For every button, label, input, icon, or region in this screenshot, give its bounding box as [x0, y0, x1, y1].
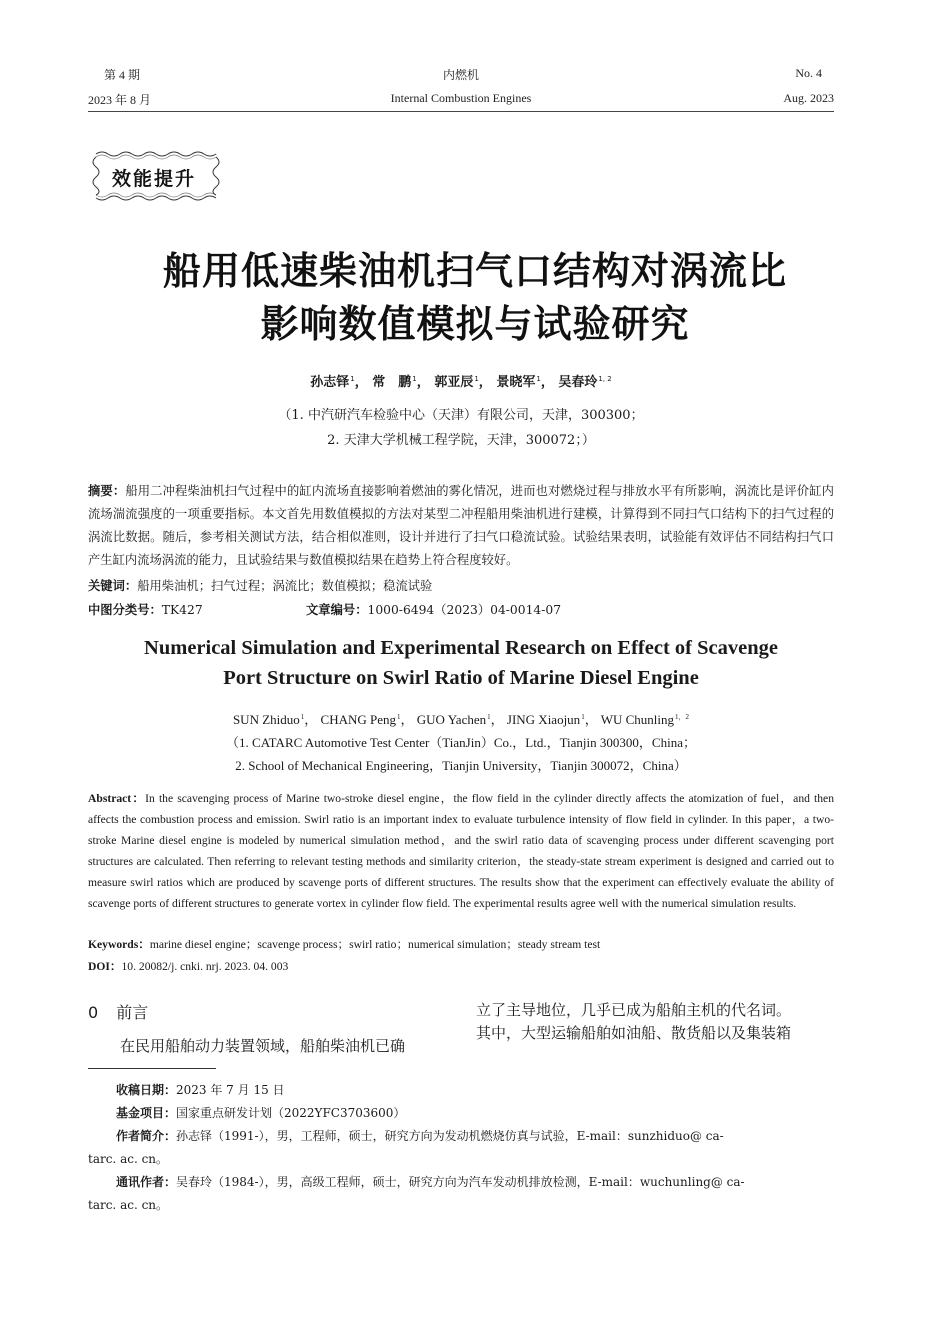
abstract-en-label: Abstract： — [88, 792, 146, 805]
affiliation-en-2: 2. School of Mechanical Engineering，Tianjin University，Tianjin 300072，China） — [235, 758, 687, 773]
affiliation-en-1: （1. CATARC Automotive Test Center（TianJin）Co.，Ltd.，Tianjin 300300，China； — [226, 735, 696, 750]
author-en-4-sup: 1 — [581, 712, 585, 721]
footnote-author — [116, 1125, 834, 1148]
header-journal-en: Internal Combustion Engines — [390, 91, 532, 105]
author-en-4: JING Xiaojun — [506, 712, 581, 727]
author-cn-2: 常 鹏 — [372, 375, 412, 390]
doi — [88, 958, 288, 974]
author-en-3: GUO Yachen — [416, 712, 487, 727]
keywords-en-label: Keywords： — [88, 938, 150, 951]
author-cn-1: 孙志铎 — [310, 375, 350, 390]
footnote-received-value: 2023 年 7 月 15 日 — [176, 1083, 285, 1097]
footnote-received — [116, 1079, 834, 1102]
clc-value: TK427 — [161, 603, 203, 617]
abstract-cn-label: 摘要： — [88, 484, 126, 498]
footnote-fund-value: 国家重点研发计划（2022YFC3703600） — [176, 1106, 406, 1120]
author-cn-1-sup: 1 — [350, 374, 355, 383]
author-sep: ， — [400, 712, 414, 727]
keywords-en-text: marine diesel engine；scavenge process；swirl ratio；numerical simulation；steady stream test — [149, 938, 601, 951]
author-en-2: CHANG Peng — [320, 712, 397, 727]
footnote-author-cont: tarc. ac. cn。 — [88, 1152, 169, 1166]
doi-label: DOI： — [88, 960, 122, 973]
footnote-corr-label: 通讯作者： — [116, 1175, 177, 1189]
author-en-5: WU Chunling — [600, 712, 675, 727]
title-en-line2: Port Structure on Swirl Ratio of Marine Diesel Engine — [223, 667, 699, 689]
footnote-fund — [116, 1102, 834, 1125]
header-issue-en: No. 4 — [795, 66, 822, 80]
keywords-cn-label: 关键词： — [88, 579, 138, 593]
body-right-line1: 立了主导地位，几乎已成为船舶主机的代名词。 — [476, 1001, 792, 1019]
section-badge-label: 效能提升 — [112, 168, 197, 190]
author-en-2-sup: 1 — [397, 712, 401, 721]
header-date-en: Aug. 2023 — [783, 91, 834, 105]
section-badge — [88, 146, 228, 208]
footnote-author-value: 孙志铎（1991-），男，工程师，硕士，研究方向为发动机燃烧仿真与试验，E-mail：sunzhiduo@ ca- — [176, 1129, 724, 1143]
footnote-corr-cont: tarc. ac. cn。 — [88, 1198, 169, 1212]
author-cn-3-sup: 1 — [474, 374, 479, 383]
body-right-line2: 其中，大型运输船舶如油船、散货船以及集装箱 — [476, 1024, 792, 1042]
affiliation-cn-2: 2. 天津大学机械工程学院，天津，300072；） — [327, 433, 595, 448]
title-cn-line1: 船用低速柴油机扫气口结构对涡流比 — [162, 249, 787, 293]
title-cn-line2: 影响数值模拟与试验研究 — [260, 302, 690, 346]
author-sep: ， — [416, 375, 430, 390]
affiliation-cn-1: （1. 中汽研汽车检验中心（天津）有限公司，天津，300300； — [278, 408, 644, 423]
footnote-rule — [88, 1068, 216, 1069]
section-title: 前言 — [116, 1003, 149, 1022]
keywords-en — [88, 936, 600, 952]
footnote-corresponding — [116, 1171, 834, 1194]
abstract-cn — [88, 480, 834, 572]
author-cn-5: 吴春玲 — [558, 375, 598, 390]
article-number — [306, 600, 561, 618]
section-heading — [88, 1000, 148, 1023]
author-sep: ， — [304, 712, 318, 727]
keywords-cn — [88, 576, 432, 594]
header-rule — [88, 111, 834, 112]
body-left-para: 在民用船舶动力装置领域，船舶柴油机已确 — [120, 1037, 406, 1055]
authors-cn — [0, 371, 922, 390]
footnote-fund-label: 基金项目： — [116, 1106, 177, 1120]
doi-text: 10. 20082/j. cnki. nrj. 2023. 04. 003 — [121, 960, 289, 973]
author-cn-4-sup: 1 — [536, 374, 541, 383]
author-en-1: SUN Zhiduo — [232, 712, 300, 727]
header-date-cn: 2023 年 8 月 — [88, 93, 152, 107]
author-cn-4: 景晓军 — [496, 375, 536, 390]
footnote-author-label: 作者简介： — [116, 1129, 177, 1143]
author-en-1-sup: 1 — [300, 712, 305, 721]
author-sep: ， — [584, 712, 598, 727]
author-cn-5-sup: 1, 2 — [598, 374, 612, 383]
author-cn-2-sup: 1 — [412, 374, 417, 383]
abstract-en — [88, 788, 834, 914]
author-cn-3: 郭亚辰 — [434, 375, 474, 390]
footnote-corr-value: 吴春玲（1984-），男，高级工程师，硕士，研究方向为汽车发动机排放检测，E-mail：wuchunling@ ca- — [176, 1175, 745, 1189]
article-number-value: 1000-6494（2023）04-0014-07 — [367, 603, 562, 617]
abstract-cn-text: 船用二冲程柴油机扫气过程中的缸内流场直接影响着燃油的雾化情况，进而也对燃烧过程与排放水平有所影响，涡流比是评价缸内流场湍流强度的一项重要指标。本文首先用数值模拟的方法对某型二冲程船用柴油机进行建模，计算得到不同扫气口结构下的扫气过程的涡流比数据。随后，参考相关测试方法，结合相似准则，设计并进行了扫气口稳流试验。试验结果表明，试验能有效评估不同结构扫气口产生缸内流场涡流的能力，且试验结果与数值模拟结果在趋势上符合程度较好。 — [88, 484, 834, 567]
authors-en — [0, 709, 922, 728]
clc-label: 中图分类号： — [88, 603, 162, 617]
title-en-line1: Numerical Simulation and Experimental Research on Effect of Scavenge — [144, 637, 778, 659]
author-en-3-sup: 1 — [487, 712, 491, 721]
keywords-cn-text: 船用柴油机；扫气过程；涡流比；数值模拟；稳流试验 — [137, 579, 433, 593]
header-journal-cn: 内燃机 — [442, 68, 479, 82]
author-sep: ， — [540, 375, 554, 390]
author-en-5-sup: 1，2 — [675, 712, 690, 721]
author-sep: ， — [478, 375, 492, 390]
section-number: 0 — [88, 1003, 99, 1022]
header-issue-cn: 第 4 期 — [104, 68, 141, 82]
author-sep: ， — [490, 712, 504, 727]
footnote-received-label: 收稿日期： — [116, 1083, 177, 1097]
clc-number — [88, 600, 203, 618]
author-sep: ， — [354, 375, 368, 390]
article-number-label: 文章编号： — [306, 603, 368, 617]
abstract-en-text: In the scavenging process of Marine two-stroke diesel engine，the flow field in the cylinder directly affects the atomization of fuel，and then affects the combustion process and emission. Swirl ratio is an important index to evaluate turbulence intensity of flow field in cylinder. In this paper，a two-stroke Marine diesel engine is modeled by numerical simulation method，and the swirl ratio data of scavenging process under different scavenging port structures are calculated. Then referring to relevant testing methods and similarity criterion，the steady-state stream experiment is designed and carried out to measure swirl ratios which are produced by scavenge ports of different structures. The results show that the experiment can effectively evaluate the ability of scavenge ports of different structures to generate vortex in cylinder flow field. The experimental results agree well with the numerical simulation results. — [88, 792, 834, 910]
